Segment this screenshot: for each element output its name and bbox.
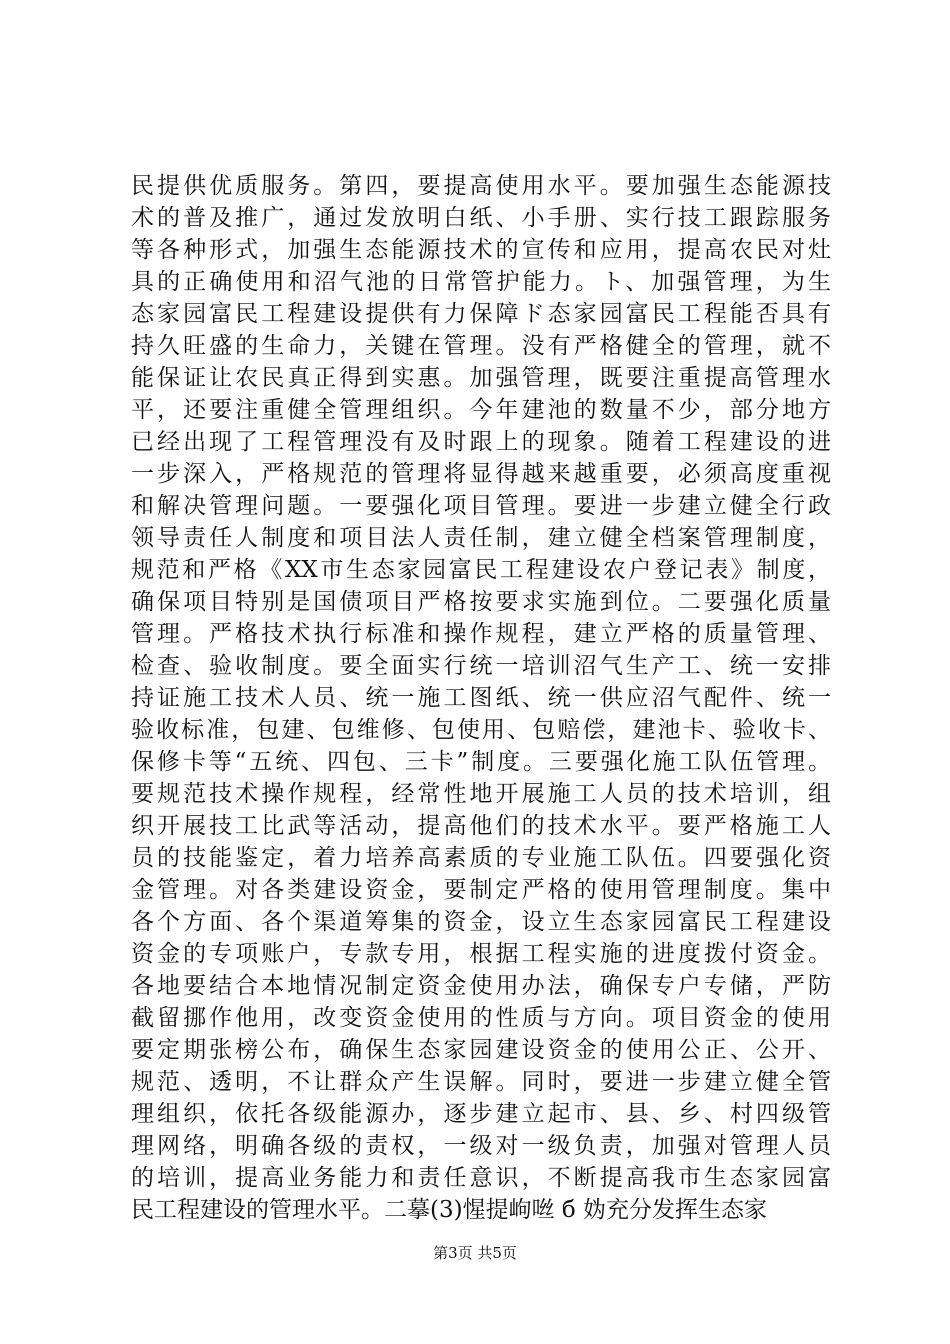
text-line: 金管理。对各类建设资金，要制定严格的使用管理制度。集中 [131, 877, 831, 903]
text-line: 能保证让农民真正得到实惠。加强管理，既要注重提高管理水 [131, 365, 831, 391]
text-line: 管理。严格技术执行标准和操作规程，建立严格的质量管理、 [131, 621, 831, 647]
text-line: 的培训，提高业务能力和责任意识，不断提高我市生态家园富 [131, 1165, 831, 1191]
text-line: 各个方面、各个渠道筹集的资金，设立生态家园富民工程建设 [131, 909, 831, 935]
text-line: 保修卡等“五统、四包、三卡”制度。三要强化施工队伍管理。 [131, 749, 831, 775]
body-text [131, 170, 831, 1226]
text-line: 资金的专项账户，专款专用，根据工程实施的进度拨付资金。 [131, 941, 831, 967]
text-line: 验收标准，包建、包维修、包使用、包赔偿，建池卡、验收卡、 [131, 717, 831, 743]
text-line: 检查、验收制度。要全面实行统一培训沼气生产工、统一安排 [131, 653, 831, 679]
text-line: 确保项目特别是国债项目严格按要求实施到位。二要强化质量 [131, 589, 831, 615]
text-line: 员的技能鉴定，着力培养高素质的专业施工队伍。四要强化资 [131, 845, 831, 871]
text-line: 持证施工技术人员、统一施工图纸、统一供应沼气配件、统一 [131, 685, 831, 711]
text-line: 规范和严格《XX市生态家园富民工程建设农户登记表》制度， [131, 557, 831, 583]
text-line: 织开展技工比武等活动，提高他们的技术水平。要严格施工人 [131, 813, 831, 839]
text-line: 民提供优质服务。第四，要提高使用水平。要加强生态能源技 [131, 173, 831, 199]
text-line: 术的普及推广，通过发放明白纸、小手册、实行技工跟踪服务 [131, 205, 831, 231]
text-line: 已经出现了工程管理没有及时跟上的现象。随着工程建设的进 [131, 429, 831, 455]
text-line: 要规范技术操作规程，经常性地开展施工人员的技术培训，组 [131, 781, 831, 807]
text-line: 截留挪作他用，改变资金使用的性质与方向。项目资金的使用 [131, 1005, 831, 1031]
text-line: 民工程建设的管理水平。二摹(3)惺提岣咝 б 妫充分发挥生态家 [131, 1197, 768, 1223]
text-line: 要定期张榜公布，确保生态家园建设资金的使用公正、公开、 [131, 1037, 831, 1063]
text-line: 各地要结合本地情况制定资金使用办法，确保专户专储，严防 [131, 973, 831, 999]
text-line: 一步深入，严格规范的管理将显得越来越重要，必须高度重视 [131, 461, 831, 487]
text-line: 规范、透明，不让群众产生误解。同时，要进一步建立健全管 [131, 1069, 831, 1095]
text-line: 理网络，明确各级的责权，一级对一级负责，加强对管理人员 [131, 1133, 831, 1159]
text-line: 理组织，依托各级能源办，逐步建立起市、县、乡、村四级管 [131, 1101, 831, 1127]
text-line: 持久旺盛的生命力，关键在管理。没有严格健全的管理，就不 [131, 333, 831, 359]
text-line: 平，还要注重健全管理组织。今年建池的数量不少，部分地方 [131, 397, 831, 423]
text-line: 领导责任人制度和项目法人责任制，建立健全档案管理制度， [131, 525, 831, 551]
text-line: 具的正确使用和沼气池的日常管护能力。ト、加强管理，为生 [131, 269, 831, 295]
text-line: 等各种形式，加强生态能源技术的宣传和应用，提高农民对灶 [131, 237, 831, 263]
text-line: 和解决管理问题。一要强化项目管理。要进一步建立健全行政 [131, 493, 831, 519]
page-footer: 第3页 共5页 [433, 1244, 517, 1262]
text-line: 态家园富民工程建设提供有力保障ド态家园富民工程能否具有 [131, 301, 831, 327]
